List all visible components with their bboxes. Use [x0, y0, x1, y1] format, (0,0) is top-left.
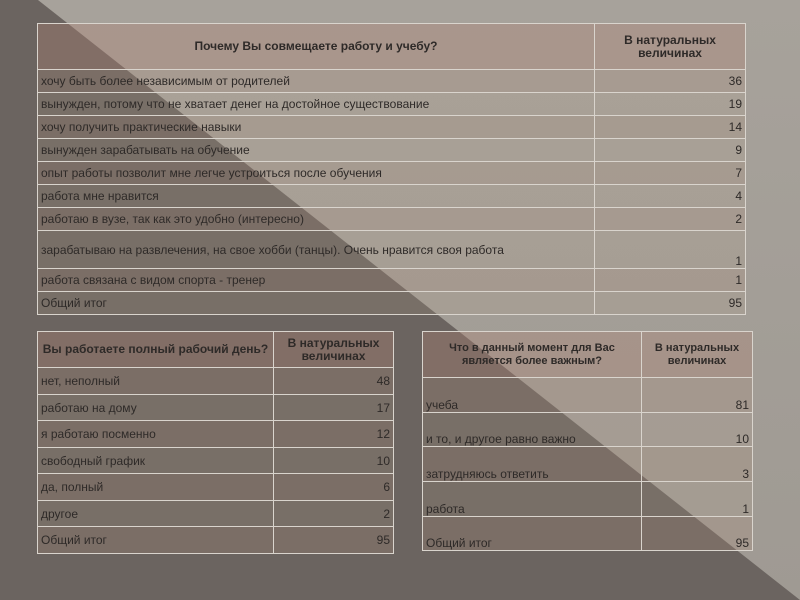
table-cell-value: 2	[274, 501, 394, 527]
table-cell-value: 17	[274, 395, 394, 421]
table-cell-value: 3	[642, 447, 753, 482]
table-cell-total-value: 95	[642, 517, 753, 551]
table-cell-total-value: 95	[274, 527, 394, 554]
work-study-reasons-table	[37, 23, 746, 315]
table-cell-label: работаю на дому	[38, 395, 274, 421]
full-time-work-table	[37, 331, 394, 554]
table-cell-label: работа мне нравится	[38, 185, 595, 208]
table-cell-label: другое	[38, 501, 274, 527]
table-cell-value: 1	[595, 231, 746, 269]
table-cell-label: я работаю посменно	[38, 421, 274, 448]
table-cell-value: 9	[595, 139, 746, 162]
table-cell-value: 36	[595, 70, 746, 93]
table-cell-total-label: Общий итог	[38, 292, 595, 315]
table-cell-label: да, полный	[38, 474, 274, 501]
table-cell-label: работа связана с видом спорта - тренер	[38, 269, 595, 292]
table-cell-label: свободный график	[38, 448, 274, 474]
table1-header-question: Почему Вы совмещаете работу и учебу?	[38, 24, 595, 70]
priority-table	[422, 331, 753, 551]
table-cell-value: 6	[274, 474, 394, 501]
table3-header-question: Что в данный момент для Вас является более важным?	[423, 332, 642, 378]
table-cell-value: 48	[274, 368, 394, 395]
table-cell-label: опыт работы позволит мне легче устроиться после обучения	[38, 162, 595, 185]
table-cell-label: вынужден зарабатывать на обучение	[38, 139, 595, 162]
table-cell-value: 10	[274, 448, 394, 474]
table2-header-count: В натуральных величинах	[274, 332, 394, 368]
table3-header-count: В натуральных величинах	[642, 332, 753, 378]
table-cell-label: работаю в вузе, так как это удобно (интересно)	[38, 208, 595, 231]
table-cell-value: 4	[595, 185, 746, 208]
table-cell-label: работа	[423, 482, 642, 517]
table-cell-value: 1	[642, 482, 753, 517]
table-cell-total-value: 95	[595, 292, 746, 315]
table1-header-count: В натуральных величинах	[595, 24, 746, 70]
table-cell-value: 10	[642, 413, 753, 447]
table-cell-value: 2	[595, 208, 746, 231]
table-cell-label: затрудняюсь ответить	[423, 447, 642, 482]
table-cell-value: 81	[642, 378, 753, 413]
table-cell-value: 1	[595, 269, 746, 292]
table-cell-total-label: Общий итог	[38, 527, 274, 554]
table-cell-label: вынужден, потому что не хватает денег на достойное существование	[38, 93, 595, 116]
table-cell-label: нет, неполный	[38, 368, 274, 395]
table-cell-value: 7	[595, 162, 746, 185]
table-cell-label: хочу получить практические навыки	[38, 116, 595, 139]
table-cell-label: и то, и другое равно важно	[423, 413, 642, 447]
table-cell-total-label: Общий итог	[423, 517, 642, 551]
table-cell-value: 19	[595, 93, 746, 116]
table-cell-label: учеба	[423, 378, 642, 413]
table-cell-label: хочу быть более независимым от родителей	[38, 70, 595, 93]
table2-header-question: Вы работаете полный рабочий день?	[38, 332, 274, 368]
table-cell-value: 14	[595, 116, 746, 139]
table-cell-label: зарабатываю на развлечения, на свое хобби (танцы). Очень нравится своя работа	[38, 231, 595, 269]
table-cell-value: 12	[274, 421, 394, 448]
